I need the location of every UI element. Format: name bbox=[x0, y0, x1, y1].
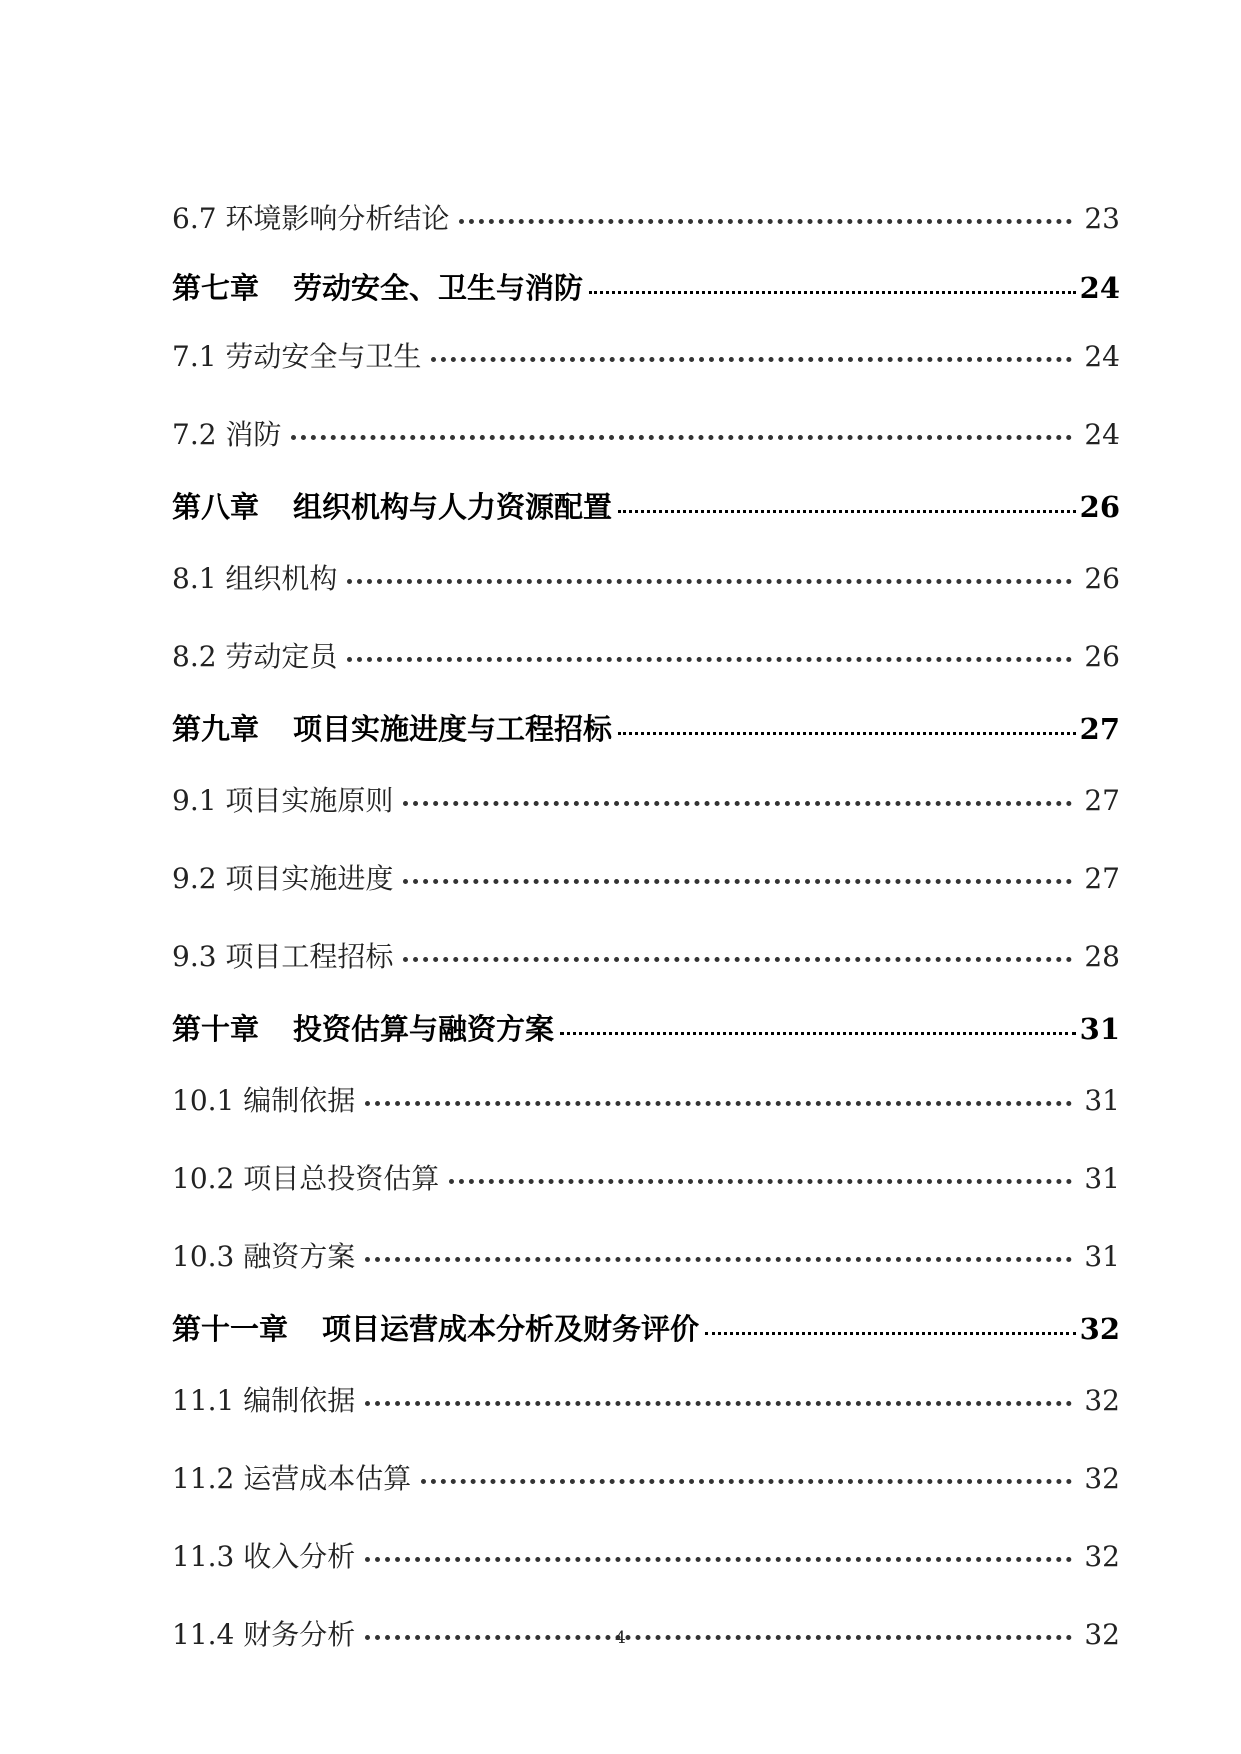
toc-entry-10-1[interactable] bbox=[172, 1062, 1120, 1140]
dot-leader bbox=[347, 657, 1072, 662]
toc-entry-label: 11.1 编制依据 bbox=[172, 1384, 356, 1417]
chapter-title: 劳动安全、卫生与消防 bbox=[293, 271, 584, 305]
toc-chapter-9[interactable] bbox=[172, 696, 1120, 762]
toc-chapter-label bbox=[172, 996, 554, 1062]
dot-leader bbox=[705, 1332, 1076, 1335]
toc-entry-10-3[interactable] bbox=[172, 1218, 1120, 1296]
toc-entry-9-3[interactable] bbox=[172, 918, 1120, 996]
dot-leader bbox=[347, 579, 1072, 584]
toc-entry-label: 10.1 编制依据 bbox=[172, 1084, 356, 1117]
toc-page-number: 32 bbox=[1084, 1540, 1120, 1573]
toc-page-number: 32 bbox=[1079, 1312, 1120, 1346]
toc-chapter-11[interactable] bbox=[172, 1296, 1120, 1362]
toc-page-number: 24 bbox=[1084, 340, 1120, 373]
toc-page-number: 32 bbox=[1084, 1384, 1120, 1417]
toc-entry-6-7[interactable] bbox=[172, 180, 1120, 258]
chapter-title: 项目运营成本分析及财务评价 bbox=[322, 1312, 700, 1346]
dot-leader bbox=[291, 435, 1072, 440]
toc-chapter-label bbox=[172, 474, 612, 540]
dot-leader bbox=[403, 879, 1072, 884]
dot-leader bbox=[459, 219, 1072, 224]
toc-entry-11-1[interactable] bbox=[172, 1362, 1120, 1440]
dot-leader bbox=[431, 357, 1072, 362]
chapter-number: 第八章 bbox=[172, 490, 260, 524]
dot-leader bbox=[365, 1101, 1072, 1106]
toc-page-number: 26 bbox=[1084, 562, 1120, 595]
footer-page-number: 4 bbox=[615, 1628, 626, 1648]
dot-leader bbox=[403, 801, 1072, 806]
toc-page-number: 31 bbox=[1084, 1084, 1120, 1117]
toc-page-number: 27 bbox=[1084, 862, 1120, 895]
dot-leader bbox=[589, 291, 1076, 294]
toc-entry-label: 10.3 融资方案 bbox=[172, 1240, 356, 1273]
dot-leader bbox=[449, 1179, 1072, 1184]
toc-entry-11-2[interactable] bbox=[172, 1440, 1120, 1518]
toc-page-number: 28 bbox=[1084, 940, 1120, 973]
toc-entry-7-2[interactable] bbox=[172, 396, 1120, 474]
toc-entry-label: 7.2 消防 bbox=[172, 418, 282, 451]
dot-leader bbox=[403, 957, 1072, 962]
toc-chapter-8[interactable] bbox=[172, 474, 1120, 540]
table-of-contents bbox=[172, 180, 1120, 1674]
toc-page-number: 24 bbox=[1079, 271, 1120, 305]
toc-entry-9-1[interactable] bbox=[172, 762, 1120, 840]
chapter-title: 组织机构与人力资源配置 bbox=[293, 490, 613, 524]
toc-page-number: 27 bbox=[1079, 712, 1120, 746]
toc-entry-label: 11.2 运营成本估算 bbox=[172, 1462, 412, 1495]
chapter-title: 项目实施进度与工程招标 bbox=[293, 712, 613, 746]
toc-page-number: 31 bbox=[1079, 1012, 1120, 1046]
toc-chapter-10[interactable] bbox=[172, 996, 1120, 1062]
toc-chapter-label bbox=[172, 1296, 699, 1362]
chapter-number: 第九章 bbox=[172, 712, 260, 746]
toc-chapter-label bbox=[172, 696, 612, 762]
toc-entry-label: 6.7 环境影响分析结论 bbox=[172, 202, 450, 235]
dot-leader bbox=[618, 510, 1076, 513]
dot-leader bbox=[365, 1257, 1072, 1262]
chapter-number: 第七章 bbox=[172, 271, 260, 305]
toc-chapter-label bbox=[172, 258, 583, 318]
toc-entry-8-1[interactable] bbox=[172, 540, 1120, 618]
toc-entry-label: 9.2 项目实施进度 bbox=[172, 862, 394, 895]
toc-entry-10-2[interactable] bbox=[172, 1140, 1120, 1218]
toc-entry-label: 11.4 财务分析 bbox=[172, 1618, 356, 1651]
toc-page-number: 31 bbox=[1084, 1240, 1120, 1273]
toc-page-number: 32 bbox=[1084, 1618, 1120, 1651]
chapter-number: 第十章 bbox=[172, 1012, 260, 1046]
dot-leader bbox=[560, 1032, 1076, 1035]
toc-entry-9-2[interactable] bbox=[172, 840, 1120, 918]
chapter-number: 第十一章 bbox=[172, 1312, 289, 1346]
toc-entry-label: 7.1 劳动安全与卫生 bbox=[172, 340, 422, 373]
toc-entry-label: 10.2 项目总投资估算 bbox=[172, 1162, 440, 1195]
dot-leader bbox=[618, 732, 1076, 735]
toc-page-number: 26 bbox=[1079, 490, 1120, 524]
dot-leader bbox=[365, 1557, 1072, 1562]
dot-leader bbox=[421, 1479, 1072, 1484]
toc-entry-label: 9.1 项目实施原则 bbox=[172, 784, 394, 817]
chapter-title: 投资估算与融资方案 bbox=[293, 1012, 555, 1046]
toc-page-number: 31 bbox=[1084, 1162, 1120, 1195]
toc-page-number: 23 bbox=[1084, 202, 1120, 235]
toc-entry-label: 9.3 项目工程招标 bbox=[172, 940, 394, 973]
toc-page-number: 26 bbox=[1084, 640, 1120, 673]
toc-page-number: 24 bbox=[1084, 418, 1120, 451]
toc-entry-label: 8.2 劳动定员 bbox=[172, 640, 338, 673]
toc-entry-7-1[interactable] bbox=[172, 318, 1120, 396]
toc-entry-11-3[interactable] bbox=[172, 1518, 1120, 1596]
toc-page-number: 27 bbox=[1084, 784, 1120, 817]
toc-entry-label: 11.3 收入分析 bbox=[172, 1540, 356, 1573]
toc-entry-8-2[interactable] bbox=[172, 618, 1120, 696]
dot-leader bbox=[365, 1401, 1072, 1406]
toc-page-number: 32 bbox=[1084, 1462, 1120, 1495]
toc-entry-label: 8.1 组织机构 bbox=[172, 562, 338, 595]
toc-chapter-7[interactable] bbox=[172, 258, 1120, 318]
